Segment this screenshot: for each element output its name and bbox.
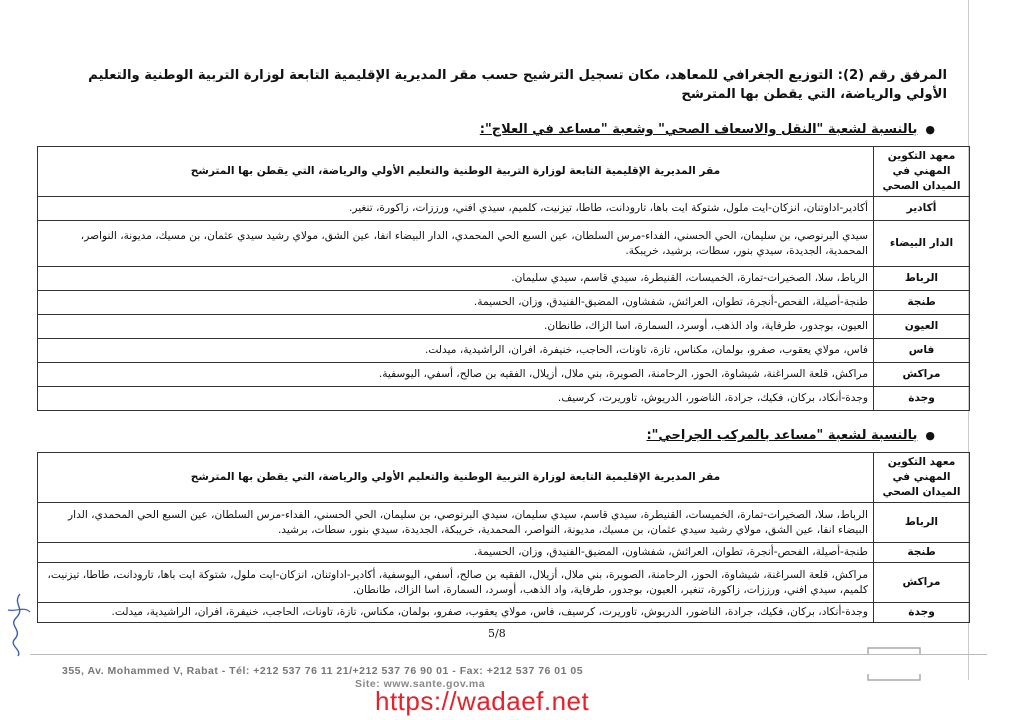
directorates-cell: أكادير-اداوتنان، انزكان-ايت ملول، شتوكة ايت باها، تارودانت، طاطا، تيزنيت، كلميم، سيدي افني، ورززات، زاكورة، تنغير.	[38, 197, 874, 221]
institute-city: طنجة	[874, 291, 970, 315]
footer-site: Site: www.sante.gov.ma	[355, 678, 486, 690]
directorates-cell: مراكش، قلعة السراغنة، شيشاوة، الحوز، الرحامنة، الصويرة، بني ملال، أزيلال، الفقيه بن صالح، أسفي، اليوسفية.	[38, 363, 874, 387]
annex-title: المرفق رقم (2): التوزيع الجغرافي للمعاهد، مكان تسجيل الترشيح حسب مقر المديرية الإقليمية التابعة لوزارة التربية الوطنية والتعليم الأولي والرياضة، التي يقطن بها المترشح	[88, 68, 947, 102]
institute-city: الرباط	[874, 503, 970, 543]
section2-table	[37, 452, 970, 623]
institute-city: مراكش	[874, 363, 970, 387]
table-row	[38, 339, 970, 363]
directorates-cell: الرباط، سلا، الصخيرات-تمارة، الخميسات، القنيطرة، سيدي قاسم، سيدي سليمان، سيدي البرنوصي، بن سليمان، الحي الحسني، الفداء-مرس السلطان، عين السبع الحي المحمدي، الدار البيضاء انفا، عين الشق، مولاي رشيد سيدي عثمان، بن مسيك، مديونة، النواصر، المحمدية، خريبكة، الجديدة، سيدي بنور، سطات، برشيد.	[38, 503, 874, 543]
section1-heading	[480, 122, 935, 137]
table-row	[38, 221, 970, 267]
directorates-cell: فاس، مولاي يعقوب، صفرو، بولمان، مكناس، تازة، تاونات، الحاجب، خنيفرة، افران، الراشيدية، ميدلت.	[38, 339, 874, 363]
section1-heading-text: بالنسبة لشعبة "النقل والاسعاف الصحي" وشعبة "مساعد في العلاج":	[479, 122, 918, 137]
institute-city: مراكش	[874, 563, 970, 603]
section1-table	[37, 146, 970, 411]
directorates-cell: الرباط، سلا، الصخيرات-تمارة، الخميسات، القنيطرة، سيدي قاسم، سيدي سليمان.	[38, 267, 874, 291]
directorates-cell: طنجة-أصيلة، الفحص-أنجرة، تطوان، العرائش، شفشاون، المضيق-الفنيدق، وزان، الحسيمة.	[38, 291, 874, 315]
table-row	[38, 291, 970, 315]
institute-city: وجدة	[874, 387, 970, 411]
table-row	[38, 267, 970, 291]
bullet-icon: ●	[925, 123, 935, 136]
col-institute-header: معهد التكوين المهني في الميدان الصحي	[874, 147, 970, 197]
table-row	[38, 363, 970, 387]
institute-city: الدار البيضاء	[874, 221, 970, 267]
table-row	[38, 387, 970, 411]
footer-address: 355, Av. Mohammed V, Rabat - Tél: +212 537 76 11 21/+212 537 76 90 01 - Fax: +212 537 76 01 05	[62, 665, 584, 677]
directorates-cell: مراكش، قلعة السراغنة، شيشاوة، الحوز، الرحامنة، الصويرة، بني ملال، أزيلال، الفقيه بن صالح، أسفي، اليوسفية، أكادير-اداوتنان، انزكان-ايت ملول، شتوكة ايت باها، تارودانت، طاطا، تيزنيت، كلميم، سيدي افني، ورززات، زاكورة، تنغير، العيون، بوجدور، طرفاية، واد الذهب، أوسرد، السمارة، اسا الزاك، طانطان.	[38, 563, 874, 603]
table-row	[38, 603, 970, 623]
institute-city: أكادير	[874, 197, 970, 221]
institute-city: فاس	[874, 339, 970, 363]
ministry-logo-icon	[864, 644, 924, 684]
section2-heading	[646, 428, 935, 443]
directorates-cell: وجدة-أنكاد، بركان، فكيك، جرادة، الناضور، الدريوش، تاوريرت، كرسيف، فاس، مولاي يعقوب، صفرو، بولمان، مكناس، تازة، تاونات، الحاجب، خنيفرة، افران، الراشيدية، ميدلت.	[38, 603, 874, 623]
directorates-cell: العيون، بوجدور، طرفاية، واد الذهب، أوسرد، السمارة، اسا الزاك، طانطان.	[38, 315, 874, 339]
footer-divider	[30, 654, 987, 655]
institute-city: وجدة	[874, 603, 970, 623]
institute-city: طنجة	[874, 543, 970, 563]
table-row	[38, 563, 970, 603]
directorates-cell: طنجة-أصيلة، الفحص-أنجرة، تطوان، العرائش، شفشاون، المضيق-الفنيدق، وزان، الحسيمة.	[38, 543, 874, 563]
bullet-icon: ●	[925, 429, 935, 442]
watermark-url: https://wadaef.net	[375, 686, 590, 716]
col-directorates-header: مقر المديرية الإقليمية التابعة لوزارة التربية الوطنية والتعليم الأولي والرياضة، التي يقطن بها المترشح	[38, 453, 874, 503]
table-row	[38, 197, 970, 221]
page-number: 5/8	[488, 627, 506, 640]
institute-city: الرباط	[874, 267, 970, 291]
directorates-cell: سيدي البرنوصي، بن سليمان، الحي الحسني، الفداء-مرس السلطان، عين السبع الحي المحمدي، الدار البيضاء انفا، عين الشق، مولاي رشيد سيدي عثمان، بن مسيك، مديونة، النواصر، المحمدية، الجديدة، سيدي بنور، سطات، برشيد، خريبكة.	[38, 221, 874, 267]
institute-city: العيون	[874, 315, 970, 339]
table-row	[38, 543, 970, 563]
signature-icon	[2, 590, 36, 660]
table-row	[38, 315, 970, 339]
section2-heading-text: بالنسبة لشعبة "مساعد بالمركب الجراحي":	[646, 428, 918, 443]
directorates-cell: وجدة-أنكاد، بركان، فكيك، جرادة، الناضور، الدريوش، تاوريرت، كرسيف.	[38, 387, 874, 411]
table-row	[38, 503, 970, 543]
col-institute-header: معهد التكوين المهني في الميدان الصحي	[874, 453, 970, 503]
col-directorates-header: مقر المديرية الإقليمية التابعة لوزارة التربية الوطنية والتعليم الأولي والرياضة، التي يقطن بها المترشح	[38, 147, 874, 197]
